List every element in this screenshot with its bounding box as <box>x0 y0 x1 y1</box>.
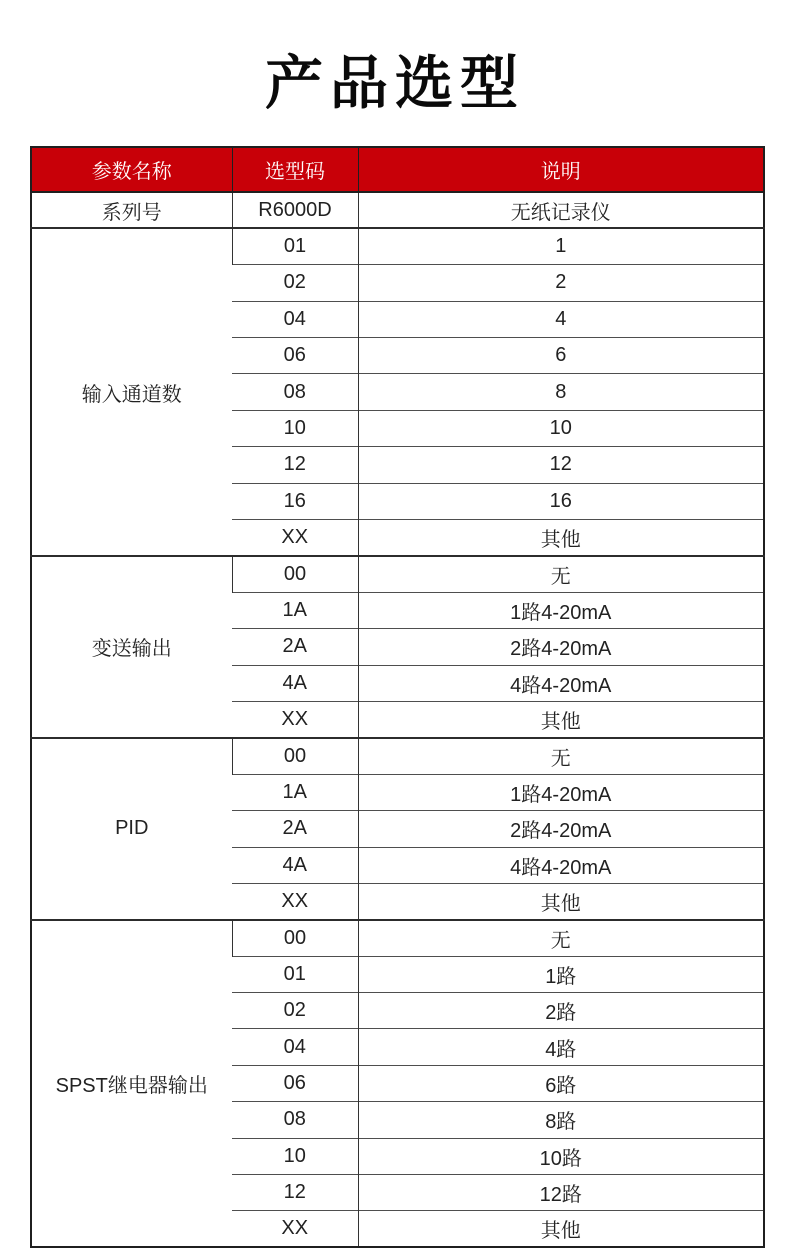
header-cell-description: 说明 <box>358 147 764 192</box>
description-cell: 6路 <box>358 1065 764 1101</box>
selection-code-cell: 12 <box>232 1175 358 1211</box>
description-cell: 2路4-20mA <box>358 811 764 847</box>
description-cell: 其他 <box>358 520 764 556</box>
description-cell: 1路4-20mA <box>358 592 764 628</box>
selection-code-cell: 06 <box>232 338 358 374</box>
description-cell: 1路 <box>358 956 764 992</box>
selection-code-cell: 06 <box>232 1065 358 1101</box>
param-name-cell: SPST继电器输出 <box>31 920 232 1248</box>
description-cell: 2路4-20mA <box>358 629 764 665</box>
selection-code-cell: 01 <box>232 956 358 992</box>
description-cell: 4路4-20mA <box>358 665 764 701</box>
param-name-cell: PID <box>31 738 232 920</box>
selection-code-cell: 00 <box>232 738 358 774</box>
selection-code-cell: 00 <box>232 920 358 956</box>
table-row <box>31 556 764 592</box>
selection-code-cell: 4A <box>232 847 358 883</box>
selection-code-cell: 02 <box>232 993 358 1029</box>
selection-code-cell: 08 <box>232 374 358 410</box>
description-cell: 6 <box>358 338 764 374</box>
description-cell: 其他 <box>358 701 764 737</box>
selection-code-cell: XX <box>232 701 358 737</box>
description-cell: 8路 <box>358 1102 764 1138</box>
table-row <box>31 920 764 956</box>
description-cell: 其他 <box>358 883 764 919</box>
description-cell: 8 <box>358 374 764 410</box>
description-cell: 4路4-20mA <box>358 847 764 883</box>
selection-code-cell: 10 <box>232 1138 358 1174</box>
header-cell-parameter-name: 参数名称 <box>31 147 232 192</box>
description-cell: 其他 <box>358 1211 764 1247</box>
product-selection-table <box>30 146 765 1248</box>
selection-code-cell: 2A <box>232 811 358 847</box>
description-cell: 1路4-20mA <box>358 774 764 810</box>
selection-code-cell: XX <box>232 520 358 556</box>
description-cell: 2路 <box>358 993 764 1029</box>
selection-code-cell: 08 <box>232 1102 358 1138</box>
table-header-row <box>31 147 764 192</box>
selection-code-cell: 4A <box>232 665 358 701</box>
selection-code-cell: 00 <box>232 556 358 592</box>
table-row <box>31 228 764 264</box>
param-name-cell: 变送输出 <box>31 556 232 738</box>
table-body <box>31 192 764 1247</box>
table-row <box>31 738 764 774</box>
page-title: 产品选型 <box>264 51 525 116</box>
description-cell: 无 <box>358 556 764 592</box>
description-cell: 4路 <box>358 1029 764 1065</box>
description-cell: 无 <box>358 920 764 956</box>
param-name-cell: 输入通道数 <box>31 228 232 556</box>
description-cell: 12路 <box>358 1175 764 1211</box>
description-cell: 16 <box>358 483 764 519</box>
selection-code-cell: 1A <box>232 774 358 810</box>
selection-code-cell: 01 <box>232 228 358 264</box>
param-name-cell: 系列号 <box>31 192 232 228</box>
table-row <box>31 192 764 228</box>
description-cell: 10 <box>358 410 764 446</box>
description-cell: 无纸记录仪 <box>358 192 764 228</box>
selection-code-cell: 04 <box>232 301 358 337</box>
selection-code-cell: 10 <box>232 410 358 446</box>
selection-code-cell: 02 <box>232 265 358 301</box>
selection-code-cell: 04 <box>232 1029 358 1065</box>
header-cell-selection-code: 选型码 <box>232 147 358 192</box>
selection-code-cell: 16 <box>232 483 358 519</box>
description-cell: 12 <box>358 447 764 483</box>
selection-code-cell: XX <box>232 1211 358 1247</box>
description-cell: 10路 <box>358 1138 764 1174</box>
selection-code-cell: 12 <box>232 447 358 483</box>
description-cell: 2 <box>358 265 764 301</box>
selection-code-cell: 1A <box>232 592 358 628</box>
selection-code-cell: 2A <box>232 629 358 665</box>
selection-code-cell: R6000D <box>232 192 358 228</box>
description-cell: 无 <box>358 738 764 774</box>
description-cell: 4 <box>358 301 764 337</box>
description-cell: 1 <box>358 228 764 264</box>
selection-code-cell: XX <box>232 883 358 919</box>
